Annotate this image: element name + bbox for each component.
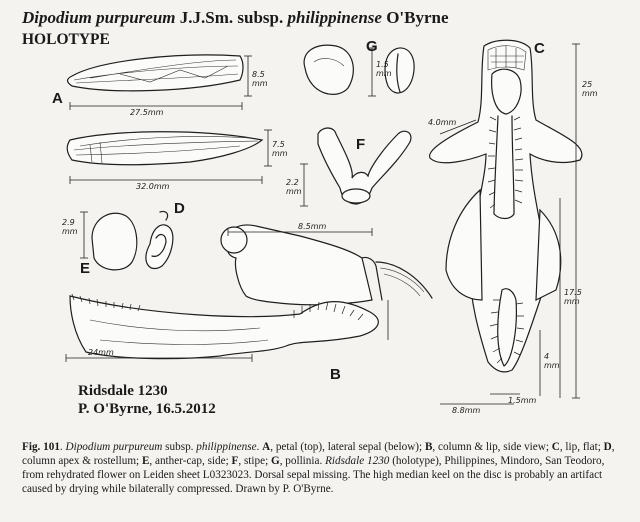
stipe-height-label: 2.2 mm <box>286 178 302 196</box>
pollinia-drawing <box>304 45 414 96</box>
plate-title: Dipodium purpureum J.J.Sm. subsp. philippinense O'Byrne <box>22 8 449 27</box>
lip-apex-label: 4.0mm <box>428 118 457 127</box>
label-e: E <box>80 260 91 277</box>
collector-number: Ridsdale 1230 <box>78 383 168 399</box>
sepal-width-label: 7.5 mm <box>272 140 288 158</box>
pollinia-height-label: 1.5 mm <box>376 60 392 78</box>
label-b: B <box>330 366 341 383</box>
drawn-by-date: P. O'Byrne, 16.5.2012 <box>78 401 216 417</box>
label-c: C <box>534 40 545 57</box>
column-apex-drawing <box>146 211 173 268</box>
label-f: F <box>356 136 366 153</box>
lip-base-width-label: 1.5mm <box>508 396 537 405</box>
label-a: A <box>52 90 63 107</box>
collection-info <box>78 382 216 418</box>
anther-width-label: 2.9 mm <box>62 218 78 236</box>
lip-width-label: 8.8mm <box>452 406 481 415</box>
lip-total-length-label: 25 mm <box>582 80 598 98</box>
petal-drawing <box>68 55 244 91</box>
petal-width-label: 8.5 mm <box>252 70 268 88</box>
lip-midlobe-label: 17.5 mm <box>564 288 582 306</box>
column-length-label: 8.5mm <box>298 222 327 231</box>
lip-flat-drawing <box>430 40 582 404</box>
figure-caption: Fig. 101. Dipodium purpureum subsp. philippinense. A, petal (top), lateral sepal (below); B, column & lip, side view; C, lip, flat; D, column apex & rostellum; E, anther-cap, side; F, stipe; G, pollinia. Ridsdale 1230 (holotype), Philippines, Mindoro, San Teodoro, from rehydrated flower on Leiden sheet L0323023. Dorsal sepal missing. The high median keel on the disc is probably an artifact caused by drying while bilaterally compressed. Drawn by P. O'Byrne. <box>22 441 615 495</box>
holotype-label: HOLOTYPE <box>22 31 110 48</box>
label-d: D <box>174 200 185 217</box>
petal-length-label: 27.5mm <box>130 108 164 117</box>
sepal-length-label: 32.0mm <box>136 182 170 191</box>
lip-side-length-label: 24mm <box>88 348 114 357</box>
sepal-drawing <box>67 132 262 165</box>
lip-base-label: 4 mm <box>544 352 560 370</box>
label-g: G <box>366 38 378 55</box>
